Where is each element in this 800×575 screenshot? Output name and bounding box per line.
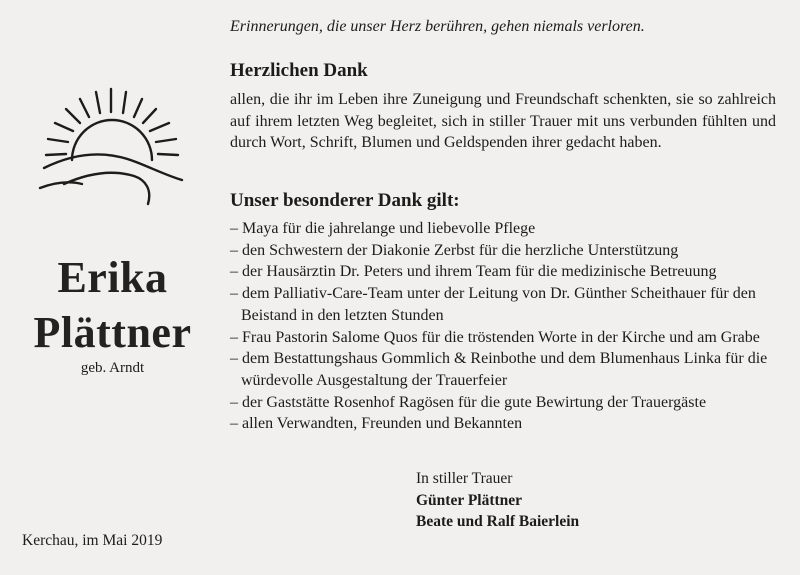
list-item: – dem Bestattungshaus Gommlich & Reinbothe und dem Blumenhaus Linka für die würdevolle Ausgestaltung der Trauerfeier <box>230 350 768 389</box>
place-and-date: Kerchau, im Mai 2019 <box>22 532 163 549</box>
deceased-last-name: Plättner <box>33 308 192 357</box>
thanks-paragraph: allen, die ihr im Leben ihre Zuneigung und Freundschaft schenkten, sie so zahlreich auf ihrem letzten Weg begleitet, sich in stiller Trauer mit uns verbunden fühlten und durch Wort, Schrift, Blumen und Geldspenden ihrer gedacht haben. <box>230 91 776 151</box>
signature-name: Günter Plättner <box>416 491 523 509</box>
sun-icon <box>36 86 186 210</box>
list-item: – Maya für die jahrelange und liebevolle Pflege <box>230 220 536 237</box>
list-item: – den Schwestern der Diakonie Zerbst für die herzliche Unterstützung <box>230 241 679 259</box>
special-thanks-list <box>230 218 782 435</box>
thanks-heading: Herzlichen Dank <box>230 60 368 81</box>
list-item: – der Gaststätte Rosenhof Ragösen für die gute Bewirtung der Trauergäste <box>230 393 707 411</box>
special-thanks-heading: Unser besonderer Dank gilt: <box>230 190 460 211</box>
signature-name: Beate und Ralf Baierlein <box>416 513 580 530</box>
signature-intro: In stiller Trauer <box>416 470 513 487</box>
list-item: – Frau Pastorin Salome Quos für die tröstenden Worte in der Kirche und am Grabe <box>230 328 760 346</box>
list-item: – allen Verwandten, Freunden und Bekannten <box>230 415 523 433</box>
signature-block <box>416 468 579 533</box>
deceased-birth-name: geb. Arndt <box>80 360 145 376</box>
left-column <box>0 0 225 575</box>
list-item: – der Hausärztin Dr. Peters und ihrem Team für die medizinische Betreuung <box>230 263 717 281</box>
deceased-first-name: Erika <box>57 253 168 302</box>
motto: Erinnerungen, die unser Herz berühren, gehen niemals verloren. <box>230 18 645 35</box>
list-item: – dem Palliativ-Care-Team unter der Leitung von Dr. Günther Scheithauer für den Beistand in den letzten Stunden <box>230 285 756 324</box>
